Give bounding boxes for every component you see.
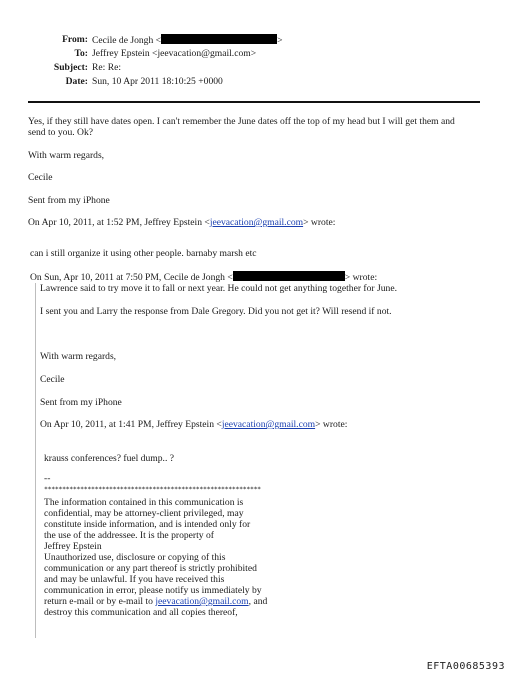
from-label: From: (62, 34, 88, 45)
reply-line-2: send to you. Ok? (28, 127, 94, 138)
disclaimer-line: Jeffrey Epstein (44, 541, 102, 552)
quote-header-1 (28, 217, 335, 229)
quote3-email-link[interactable]: jeevacation@gmail.com (221, 419, 316, 430)
quote2-suffix: > wrote: (344, 272, 378, 283)
regards: With warm regards, (28, 150, 105, 161)
quote-bar (35, 283, 36, 638)
disclaimer-line: constitute inside information, and is intended only for (44, 519, 251, 530)
disclaimer-line: destroy this communication and all copies thereof, (44, 607, 238, 618)
disc-email-suffix: , and (248, 596, 268, 607)
disclaimer-line: the use of the addressee. It is the property of (44, 530, 214, 541)
quote3-suffix: > wrote: (315, 419, 348, 430)
to-value: Jeffrey Epstein <jeevacation@gmail.com> (92, 48, 257, 59)
redaction-box (161, 34, 277, 44)
disclaimer-line: confidential, may be attorney-client privileged, may (44, 508, 244, 519)
quote3-prefix: On Apr 10, 2011, at 1:41 PM, Jeffrey Epstein < (40, 419, 222, 430)
disclaimer-line: communication in error, please notify us immediately by (44, 585, 262, 596)
quote2-prefix: On Sun, Apr 10, 2011 at 7:50 PM, Cecile de Jongh < (30, 272, 233, 283)
quote-header-3 (40, 419, 347, 431)
subject-value: Re: Re: (92, 62, 122, 73)
sender-name-2: Cecile (40, 374, 65, 385)
document-id: EFTA00685393 (426, 661, 505, 672)
disclaimer-line: Unauthorized use, disclosure or copying of this (44, 552, 226, 563)
disclaimer-email-link[interactable]: jeevacation@gmail.com (155, 596, 249, 607)
sent-from: Sent from my iPhone (28, 195, 110, 206)
sig-dashes: -- (44, 473, 51, 484)
dale-line: I sent you and Larry the response from Dale Gregory. Did you not get it? Will resend if not. (40, 306, 392, 317)
quote1-suffix: > wrote: (303, 217, 336, 228)
sender-name: Cecile (28, 172, 53, 183)
disclaimer-line: communication or any part thereof is strictly prohibited (44, 563, 257, 574)
sent-from-2: Sent from my iPhone (40, 397, 122, 408)
quote1-email-link[interactable]: jeevacation@gmail.com (209, 217, 304, 228)
disclaimer-line: The information contained in this communication is (44, 497, 244, 508)
reply-line-1: Yes, if they still have dates open. I can't remember the June dates off the top of my head but I will get them and (28, 116, 455, 127)
quote1-prefix: On Apr 10, 2011, at 1:52 PM, Jeffrey Epstein < (28, 217, 210, 228)
from-value (92, 34, 283, 47)
disclaimer-line: and may be unlawful. If you have received this (44, 574, 225, 585)
disclaimer-email-line (44, 596, 267, 608)
from-sender: Cecile de Jongh < (92, 35, 162, 46)
date-value: Sun, 10 Apr 2011 18:10:25 +0000 (92, 76, 223, 87)
redaction-box (233, 271, 345, 281)
disc-email-prefix: return e-mail or by e-mail to (44, 596, 156, 607)
quote-header-2 (30, 271, 377, 284)
date-label: Date: (65, 76, 88, 87)
krauss-line: krauss conferences? fuel dump.. ? (44, 453, 174, 464)
from-close: > (277, 35, 283, 46)
subject-label: Subject: (53, 62, 88, 73)
header-divider (28, 101, 480, 103)
regards-2: With warm regards, (40, 351, 117, 362)
lawrence-line: Lawrence said to try move it to fall or next year. He could not get anything together for June. (40, 283, 397, 294)
epstein-message: can i still organize it using other people. barnaby marsh etc (30, 248, 257, 259)
to-label: To: (74, 48, 88, 59)
sig-stars: ************************************************************ (44, 485, 261, 493)
